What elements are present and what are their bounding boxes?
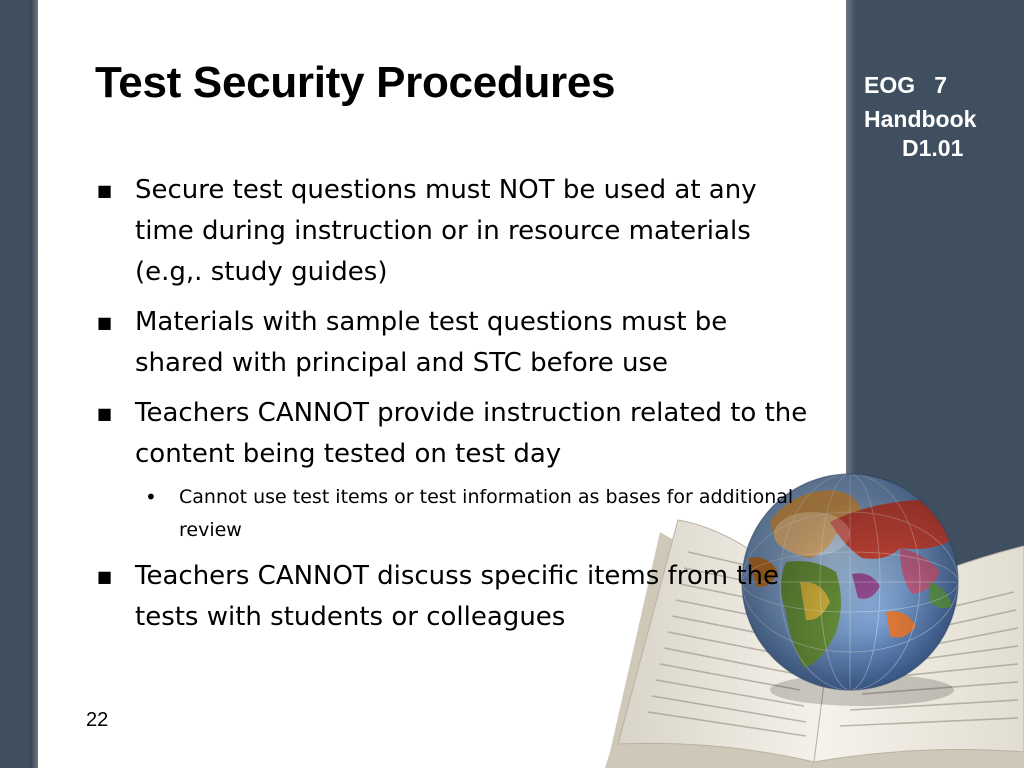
page-number: 22: [86, 709, 109, 731]
bullet-text: Teachers CANNOT provide instruction related to the content being tested on test day: [135, 398, 808, 469]
sub-bullet-text: Cannot use test items or test information as bases for additional review: [179, 486, 794, 541]
sub-bullet-item: [95, 481, 815, 547]
bullet-text: Secure test questions must NOT be used at any time during instruction or in resource materials (e.g,. study guides): [135, 175, 757, 287]
bullet-item: [95, 393, 815, 475]
reference-line-eog: EOG 7: [864, 72, 948, 98]
round-bullet-icon: •: [145, 485, 157, 509]
bullet-item: [95, 302, 815, 384]
handbook-reference: [864, 68, 1004, 160]
reference-line-handbook: Handbook: [864, 106, 977, 132]
bullet-item: [95, 556, 815, 638]
square-bullet-icon: ■: [97, 567, 113, 586]
bullet-text: Teachers CANNOT discuss specific items from the tests with students or colleagues: [135, 561, 780, 632]
bullet-item: [95, 170, 815, 293]
panel-left-edge: [30, 0, 38, 768]
bullet-text: Materials with sample test questions must be shared with principal and STC before use: [135, 307, 728, 378]
square-bullet-icon: ■: [97, 313, 113, 332]
slide-title: Test Security Procedures: [95, 58, 616, 107]
bullet-list: [95, 170, 815, 647]
reference-line-code: D1.01: [902, 135, 964, 161]
square-bullet-icon: ■: [97, 404, 113, 423]
square-bullet-icon: ■: [97, 181, 113, 200]
